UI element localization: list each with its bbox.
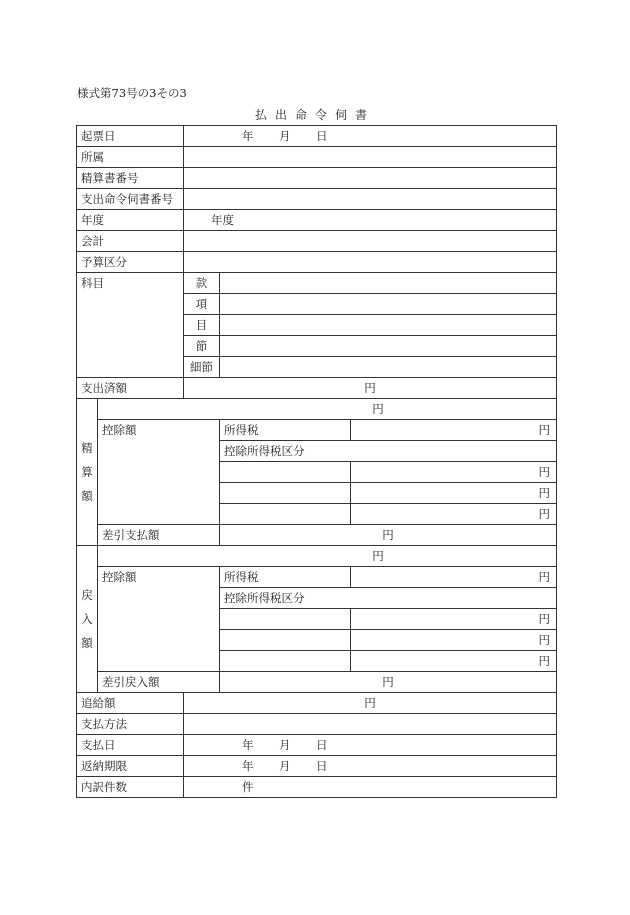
field-modoshi-total[interactable] xyxy=(98,546,557,567)
label-shishutsu-zumi-gaku: 支出済額 xyxy=(77,378,184,399)
label-modoshi-kojo-shotokuzei-kubun: 控除所得税区分 xyxy=(220,588,557,609)
field-modoshi-kojo-item-3[interactable] xyxy=(220,651,351,672)
row-shiharai-bi xyxy=(77,735,557,756)
unit-yen: 円 xyxy=(538,654,550,668)
label-kaikei: 会計 xyxy=(77,231,184,252)
label-shishutsu-meirei-bango: 支出命令伺書番号 xyxy=(77,189,184,210)
row-kaikei xyxy=(77,231,557,252)
unit-day: 日 xyxy=(316,759,328,773)
label-seisan-kojo-shotokuzei-kubun: 控除所得税区分 xyxy=(220,441,557,462)
field-tsuikyu-gaku[interactable] xyxy=(184,693,557,714)
row-shozoku xyxy=(77,147,557,168)
label-sashihiki-modoshi-gaku: 差引戻入額 xyxy=(98,672,220,693)
row-modoshi-shotokuzei xyxy=(77,567,557,588)
unit-yen: 円 xyxy=(538,570,550,584)
row-tsuikyu-gaku xyxy=(77,693,557,714)
field-saisetsu[interactable] xyxy=(220,357,557,378)
label-seisan-kojo: 控除額 xyxy=(98,420,220,525)
label-yosan-kubun: 予算区分 xyxy=(77,252,184,273)
field-modoshi-kojo-amount-2[interactable] xyxy=(351,630,557,651)
field-modoshi-shotokuzei[interactable] xyxy=(351,567,557,588)
unit-day: 日 xyxy=(316,738,328,752)
row-henno-kigen xyxy=(77,756,557,777)
label-tsuikyu-gaku: 追給額 xyxy=(77,693,184,714)
label-kamoku: 科目 xyxy=(77,273,184,378)
field-shiharai-bi[interactable] xyxy=(184,735,557,756)
row-modoshi-total xyxy=(77,546,557,567)
row-shiharai-hoho xyxy=(77,714,557,735)
label-sashihiki-shiharai-gaku: 差引支払額 xyxy=(98,525,220,546)
label-shiharai-hoho: 支払方法 xyxy=(77,714,184,735)
field-nendo[interactable] xyxy=(184,210,557,231)
label-henno-kigen: 返納期限 xyxy=(77,756,184,777)
unit-year: 年 xyxy=(242,738,254,752)
unit-yen: 円 xyxy=(382,675,394,689)
field-kaikei[interactable] xyxy=(184,231,557,252)
row-shishutsu-meirei-bango xyxy=(77,189,557,210)
field-seisan-kojo-item-1[interactable] xyxy=(220,462,351,483)
field-seisan-kojo-amount-1[interactable] xyxy=(351,462,557,483)
field-seisan-kojo-amount-3[interactable] xyxy=(351,504,557,525)
order-form-table xyxy=(76,125,557,798)
field-shozoku[interactable] xyxy=(184,147,557,168)
field-seisan-kojo-item-2[interactable] xyxy=(220,483,351,504)
label-ko: 項 xyxy=(184,294,220,315)
field-kihyobi[interactable] xyxy=(184,126,557,147)
field-modoshi-kojo-item-1[interactable] xyxy=(220,609,351,630)
field-seisan-kojo-item-3[interactable] xyxy=(220,504,351,525)
row-kihyobi xyxy=(77,126,557,147)
row-seisan-sashihiki xyxy=(77,525,557,546)
page-title: 払出命令伺書 xyxy=(254,108,375,122)
unit-yen: 円 xyxy=(538,507,550,521)
field-sashihiki-modoshi-gaku[interactable] xyxy=(220,672,557,693)
field-shishutsu-zumi-gaku[interactable] xyxy=(184,378,557,399)
field-shiharai-hoho[interactable] xyxy=(184,714,557,735)
row-kamoku-kan xyxy=(77,273,557,294)
field-ko[interactable] xyxy=(220,294,557,315)
unit-day: 日 xyxy=(316,129,328,143)
field-kan[interactable] xyxy=(220,273,557,294)
row-nendo xyxy=(77,210,557,231)
row-uchiwake-kensu xyxy=(77,777,557,798)
label-shiharai-bi: 支払日 xyxy=(77,735,184,756)
field-shishutsu-meirei-bango[interactable] xyxy=(184,189,557,210)
label-seisan-shotokuzei: 所得税 xyxy=(220,420,351,441)
label-modoshi-shotokuzei: 所得税 xyxy=(220,567,351,588)
unit-yen: 円 xyxy=(538,423,550,437)
unit-month: 月 xyxy=(279,738,291,752)
unit-nendo: 年度 xyxy=(211,213,234,227)
field-yosan-kubun[interactable] xyxy=(184,252,557,273)
field-uchiwake-kensu[interactable] xyxy=(184,777,557,798)
unit-year: 年 xyxy=(242,759,254,773)
label-shozoku: 所属 xyxy=(77,147,184,168)
label-kan: 款 xyxy=(184,273,220,294)
unit-yen: 円 xyxy=(538,612,550,626)
label-seisan-gaku: 精 算 額 xyxy=(77,399,98,546)
label-nendo: 年度 xyxy=(77,210,184,231)
label-kihyobi: 起票日 xyxy=(77,126,184,147)
field-sashihiki-shiharai-gaku[interactable] xyxy=(220,525,557,546)
unit-yen: 円 xyxy=(538,633,550,647)
label-setsu: 節 xyxy=(184,336,220,357)
label-uchiwake-kensu: 内訳件数 xyxy=(77,777,184,798)
field-henno-kigen[interactable] xyxy=(184,756,557,777)
unit-yen: 円 xyxy=(372,549,384,563)
form-number: 様式第73号の3その3 xyxy=(77,86,187,100)
field-seisan-total[interactable] xyxy=(98,399,557,420)
unit-yen: 円 xyxy=(382,528,394,542)
row-seisan-total xyxy=(77,399,557,420)
row-seisansho-bango xyxy=(77,168,557,189)
unit-yen: 円 xyxy=(364,381,376,395)
label-modoshi-gaku: 戻 入 額 xyxy=(77,546,98,693)
unit-yen: 円 xyxy=(364,696,376,710)
field-modoshi-kojo-amount-1[interactable] xyxy=(351,609,557,630)
row-modoshi-sashihiki xyxy=(77,672,557,693)
field-setsu[interactable] xyxy=(220,336,557,357)
field-seisan-shotokuzei[interactable] xyxy=(351,420,557,441)
label-moku: 目 xyxy=(184,315,220,336)
field-modoshi-kojo-amount-3[interactable] xyxy=(351,651,557,672)
label-seisansho-bango: 精算書番号 xyxy=(77,168,184,189)
field-modoshi-kojo-item-2[interactable] xyxy=(220,630,351,651)
row-yosan-kubun xyxy=(77,252,557,273)
label-saisetsu: 細節 xyxy=(184,357,220,378)
field-seisansho-bango[interactable] xyxy=(184,168,557,189)
unit-yen: 円 xyxy=(538,486,550,500)
row-seisan-shotokuzei xyxy=(77,420,557,441)
unit-yen: 円 xyxy=(538,465,550,479)
unit-ken: 件 xyxy=(242,780,254,794)
unit-yen: 円 xyxy=(372,402,384,416)
label-modoshi-kojo: 控除額 xyxy=(98,567,220,672)
field-seisan-kojo-amount-2[interactable] xyxy=(351,483,557,504)
unit-month: 月 xyxy=(279,759,291,773)
row-shishutsu-zumi-gaku xyxy=(77,378,557,399)
unit-month: 月 xyxy=(279,129,291,143)
unit-year: 年 xyxy=(242,129,254,143)
field-moku[interactable] xyxy=(220,315,557,336)
